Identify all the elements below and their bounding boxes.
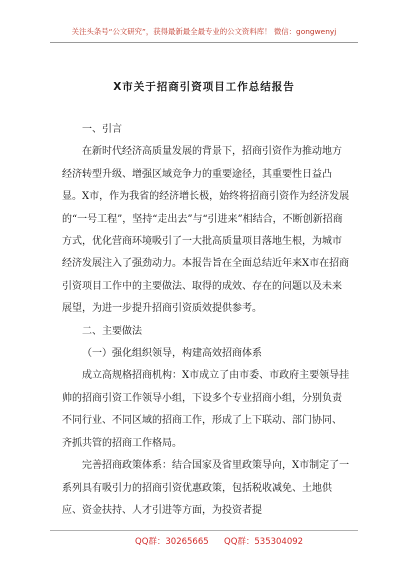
section-heading-intro: 一、引言: [82, 124, 122, 135]
paragraph-intro: 在新时代经济高质量发展的背景下，招商引资作为推动地方经济转型升级、增强区域竞争力的重要途径，其重要性日益凸显。X市，作为我省的经济增长极，始终将招商引资作为经济发展的“一号工程”，坚持“走出去”与“引进来”相结合，不断创新招商方式，优化营商环境吸引了一大批高质量项目落地生根，为城市经济发展注入了强劲动力。本报告旨在全面总结近年来X市在招商引资项目工作中的主要做法、取得的成效、存在的问题以及未来展望，为进一步提升招商引资质效提供参考。: [62, 146, 350, 315]
footer-qq-group-2: QQ群：535304092: [224, 537, 304, 547]
section-heading-main-practices: 二、主要做法: [82, 325, 142, 337]
footer-divider: [50, 530, 358, 531]
footer: [0, 535, 408, 549]
document-title: X市关于招商引资项目工作总结报告: [113, 81, 295, 93]
header-banner: 关注头条号“公文研究”，获得最新最全最专业的公文资料库！ 微信：gongwenyj: [71, 27, 337, 36]
footer-qq-group-1: QQ群：30265665: [135, 537, 209, 547]
paragraph-policy: 完善招商政策体系：结合国家及省里政策导向，X市制定了一系列具有吸引力的招商引资优惠政策，包括税收减免、土地供应、资金扶持、人才引进等方面，为投资者提: [62, 460, 350, 516]
paragraph-organization: 成立高规格招商机构：X市成立了由市委、市政府主要领导挂帅的招商引资工作领导小组，下设多个专业招商小组，分别负责不同行业、不同区域的招商工作，形成了上下联动、部门协同、齐抓共管的招商工作格局。: [62, 370, 350, 449]
subsection-heading-organization: （一）强化组织领导，构建高效招商体系: [82, 348, 262, 360]
document-body: [62, 119, 350, 522]
header-divider: [50, 42, 358, 43]
